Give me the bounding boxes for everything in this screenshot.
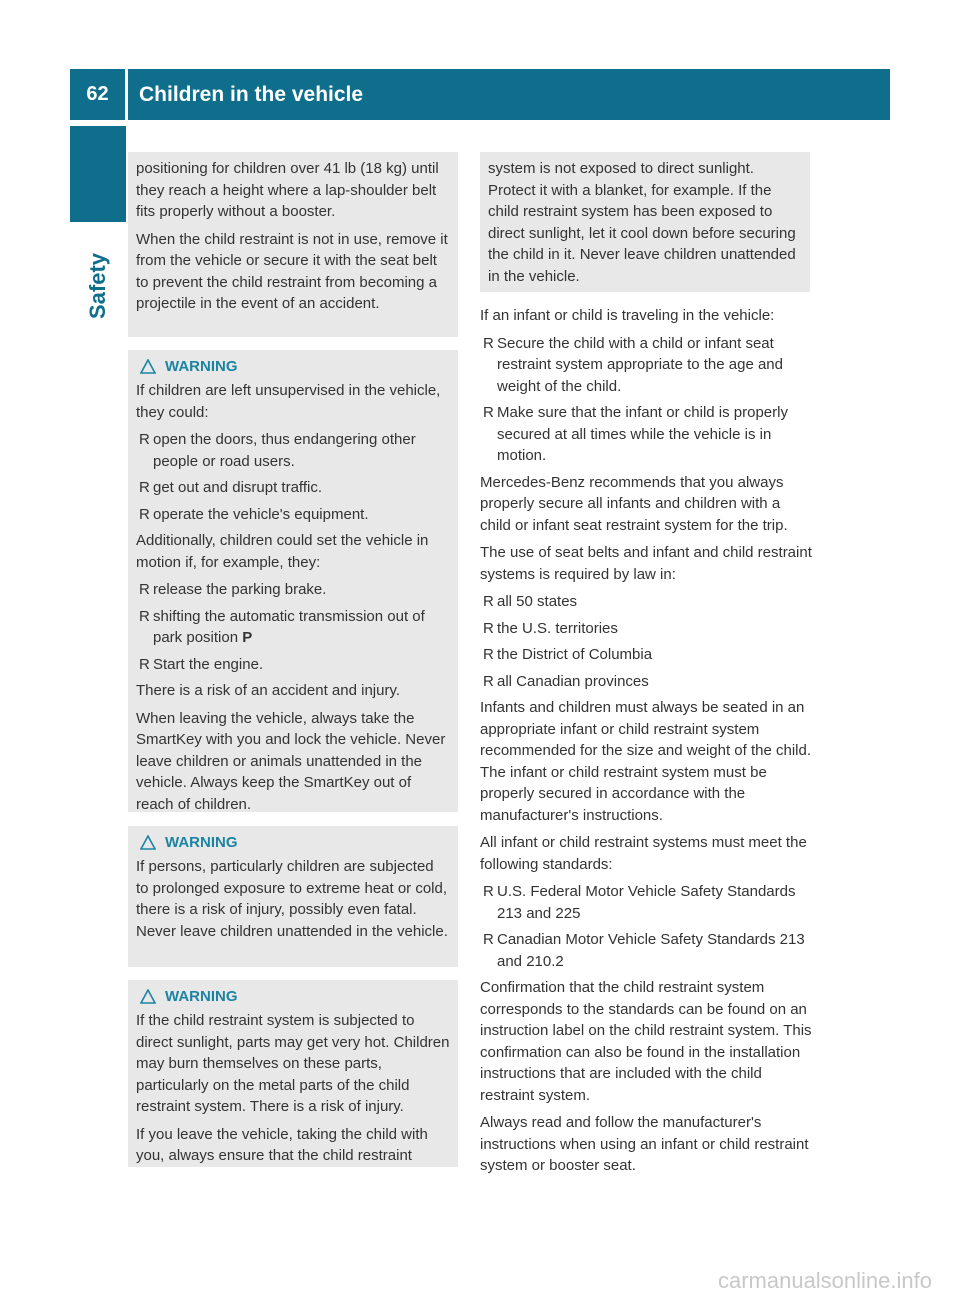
list-item: R open the doors, thus endangering other people or road users. [139,431,416,470]
info-box-continued [128,152,458,337]
warning-label: WARNING [165,988,238,1005]
section-tab [70,226,126,346]
warning-heading [136,356,450,377]
warning-triangle-icon [140,835,156,850]
paragraph: Mercedes-Benz recommends that you always properly secure all infants and children with a child or infant seat restraint system for the trip. [480,473,788,534]
list-item: R Start the engine. [139,655,264,673]
section-tab-label: Safety [85,252,110,320]
list-item: R get out and disrupt traffic. [139,479,322,496]
paragraph: Always read and follow the manufacturer's instructions when using an infant or child restraint system or booster seat. [480,1114,809,1174]
paragraph: If an infant or child is traveling in the vehicle: [480,307,775,324]
section-marker [70,126,126,222]
paragraph: When leaving the vehicle, always take the SmartKey with you and lock the vehicle. Never leave children or animals unattended in the vehicle. Always keep the SmartKey out of reach of children. [136,709,446,813]
warning-heading [136,986,450,1007]
list-item: R the District of Columbia [483,646,653,663]
warning-box-children-unsupervised [128,350,458,812]
list-item: R Canadian Motor Vehicle Safety Standards 213 and 210.2 [483,931,805,970]
gear-position-p: P [242,629,253,646]
list-item: R the U.S. territories [483,619,618,637]
warning-label: WARNING [165,834,238,851]
warning-box-extreme-heat [128,826,458,967]
paragraph: All infant or child restraint systems must meet the following standards: [480,834,807,873]
paragraph: If children are left unsupervised in the vehicle, they could: [136,382,441,421]
watermark: carmanualsonline.info [717,1268,932,1293]
paragraph: The use of seat belts and infant and child restraint systems is required by law in: [480,544,812,583]
list-item: R all 50 states [483,593,578,610]
chapter-title: Children in the vehicle [139,83,364,106]
warning-heading [136,832,450,853]
paragraph: Additionally, children could set the vehicle in motion if, for example, they: [136,532,429,571]
warning-box-sunlight [128,980,458,1167]
paragraph: If persons, particularly children are subjected to prolonged exposure to extreme heat or cold, there is a risk of injury, possibly even fatal. Never leave children unattended in the vehicle. [136,858,448,940]
paragraph: There is a risk of an accident and injury. [136,682,401,699]
warning-triangle-icon [140,359,156,374]
warning-box-continued [480,152,810,292]
list-item: R all Canadian provinces [483,672,649,690]
paragraph: When the child restraint is not in use, remove it from the vehicle or secure it with the seat belt to prevent the child restraint from becoming a projectile in the event of an accident. [136,230,448,312]
paragraph: If the child restraint system is subjected to direct sunlight, parts may get very hot. Children may burn themselves on these parts, particularly on the metal parts of the child restraint system. There is a risk of injury. [136,1012,450,1115]
warning-triangle-icon [140,989,156,1004]
page-number: 62 [86,83,109,105]
list-item: R release the parking brake. [139,581,327,598]
list-item: R U.S. Federal Motor Vehicle Safety Standards 213 and 225 [483,883,796,922]
header-divider [125,69,128,120]
paragraph: positioning for children over 41 lb (18 kg) until they reach a height where a lap-shoulder belt fits properly without a booster. [136,160,439,220]
paragraph: If you leave the vehicle, taking the child with you, always ensure that the child restraint [136,1125,428,1164]
paragraph: system is not exposed to direct sunlight. Protect it with a blanket, for example. If the child restraint system has been exposed to direct sunlight, let it cool down before securing the child in it. Never leave children unattended in the vehicle. [488,160,796,285]
warning-label: WARNING [165,358,238,375]
list-item: R Secure the child with a child or infant seat restraint system appropriate to the age and weight of the child. [483,334,783,395]
paragraph: Confirmation that the child restraint system corresponds to the standards can be found on an instruction label on the child restraint system. This confirmation can also be found in the installation instructions that are included with the child restraint system. [480,979,812,1104]
paragraph: Infants and children must always be seated in an appropriate infant or child restraint system recommended for the size and weight of the child. The infant or child restraint system must be properly secured in accordance with the manufacturer's instructions. [480,699,812,824]
body-text-column [480,305,815,1183]
list-item: R Make sure that the infant or child is properly secured at all times while the vehicle is in motion. [483,404,788,464]
list-item: R operate the vehicle's equipment. [139,505,369,523]
list-item: R shifting the automatic transmission out of park position P [139,607,425,646]
